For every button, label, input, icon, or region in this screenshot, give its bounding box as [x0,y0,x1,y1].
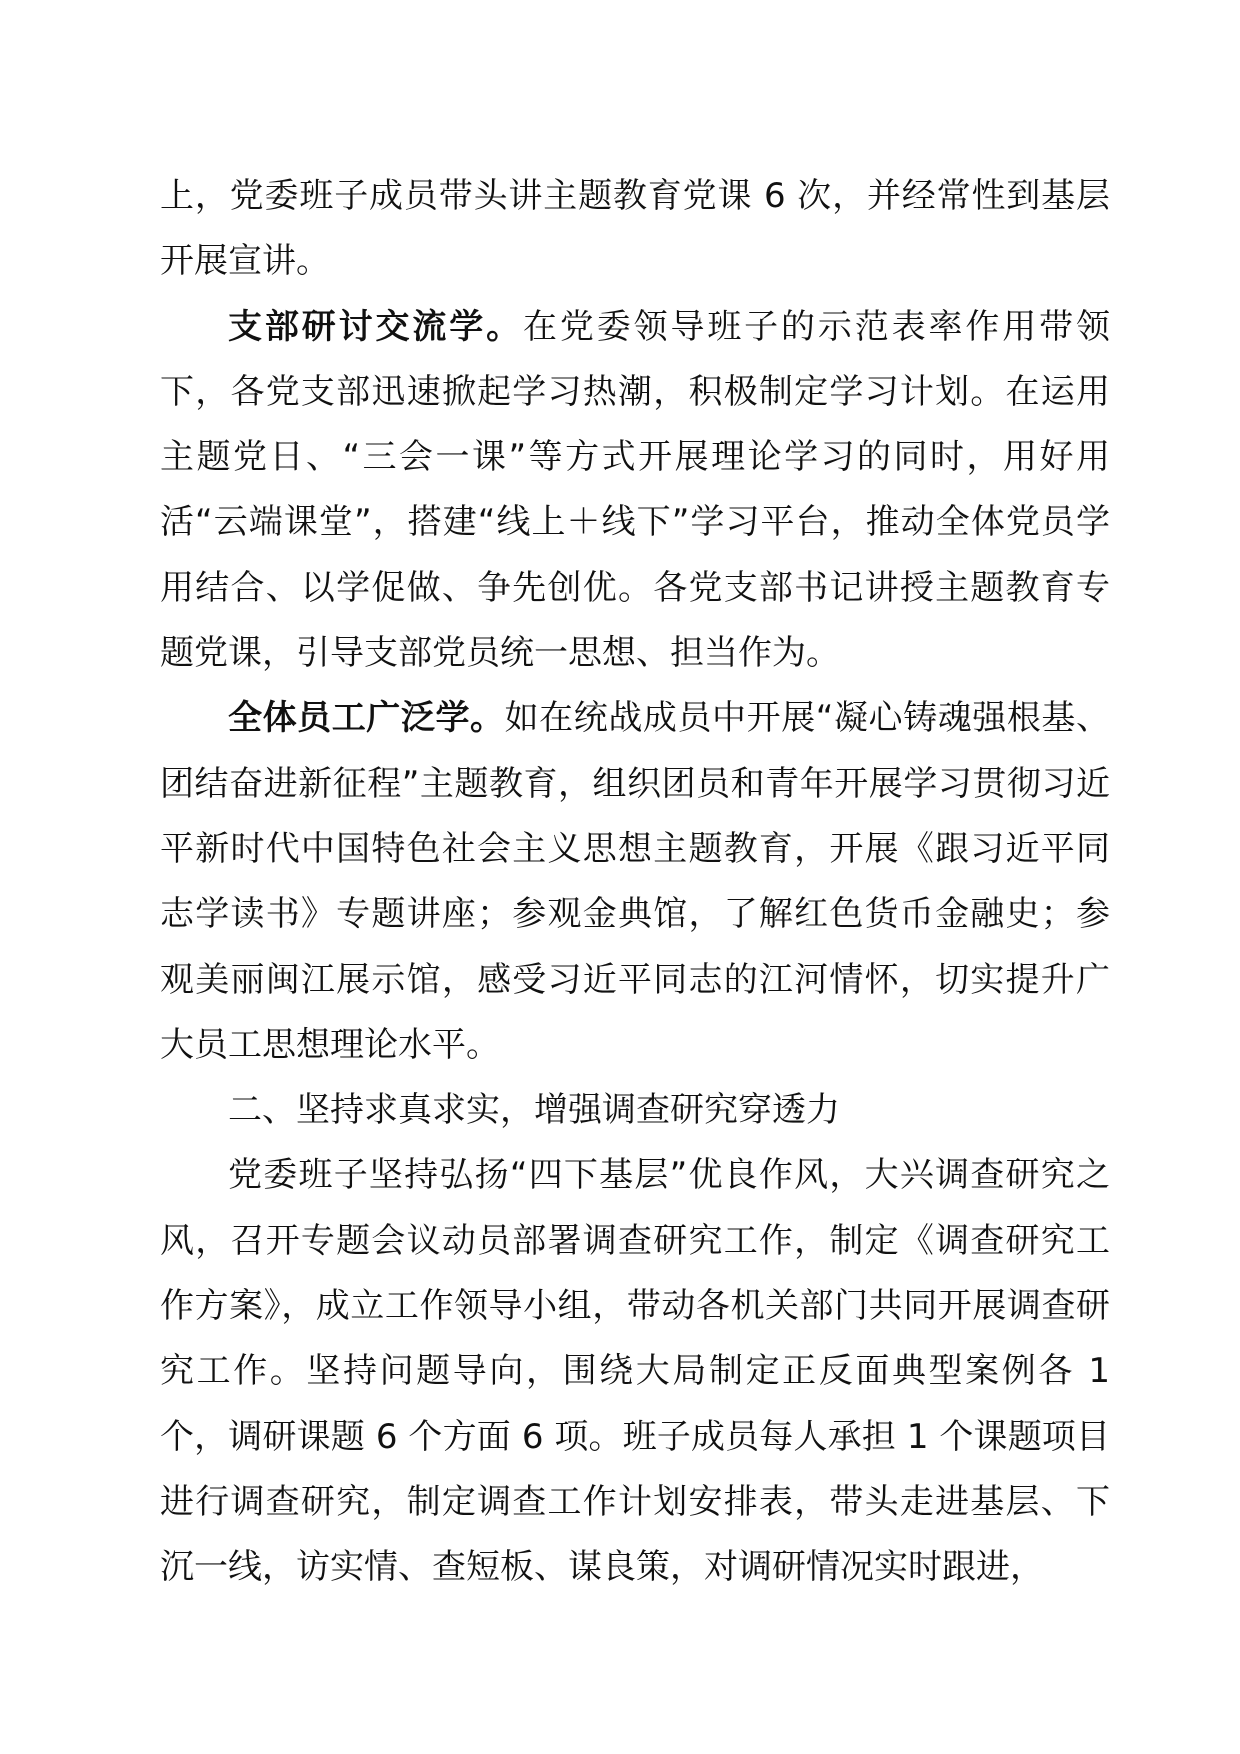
paragraph-research [160,1143,1110,1600]
paragraph-continuation [160,164,1110,295]
paragraph-all-staff-study [160,686,1110,1078]
section-heading [160,1078,1110,1143]
document-body [160,164,1110,1601]
section-heading-text: 二、坚持求真求实，增强调查研究穿透力 [228,1090,840,1131]
paragraph-branch-study [160,295,1110,687]
paragraph-lead-heading: 全体员工广泛学。 [228,698,505,739]
paragraph-text: 上，党委班子成员带头讲主题教育党课 6 次，并经常性到基层开展宣讲。 [160,176,1110,282]
paragraph-text: 在党委领导班子的示范表率作用带领下，各党支部迅速掀起学习热潮，积极制定学习计划。在运用主题党日、“三会一课”等方式开展理论学习的同时，用好用活“云端课堂”，搭建“线上＋线下”学习平台，推动全体党员学用结合、以学促做、争先创优。各党支部书记讲授主题教育专题党课，引导支部党员统一思想、担当作为。 [160,306,1111,674]
paragraph-text: 党委班子坚持弘扬“四下基层”优良作风，大兴调查研究之风，召开专题会议动员部署调查研究工作，制定《调查研究工作方案》，成立工作领导小组，带动各机关部门共同开展调查研究工作。坚持问题导向，围绕大局制定正反面典型案例各 1 个，调研课题 6 个方面 6 项。班子成员每人承担 1 个课题项目进行调查研究，制定调查工作计划安排表，带头走进基层、下沉一线，访实情、查短板、谋良策，对调研情况实时跟进， [160,1155,1110,1588]
paragraph-lead-heading: 支部研讨交流学。 [228,306,523,347]
paragraph-text: 如在统战成员中开展“凝心铸魂强根基、团结奋进新征程”主题教育，组织团员和青年开展学习贯彻习近平新时代中国特色社会主义思想主题教育，开展《跟习近平同志学读书》专题讲座；参观金典馆，了解红色货币金融史；参观美丽闽江展示馆，感受习近平同志的江河情怀，切实提升广大员工思想理论水平。 [160,698,1110,1065]
